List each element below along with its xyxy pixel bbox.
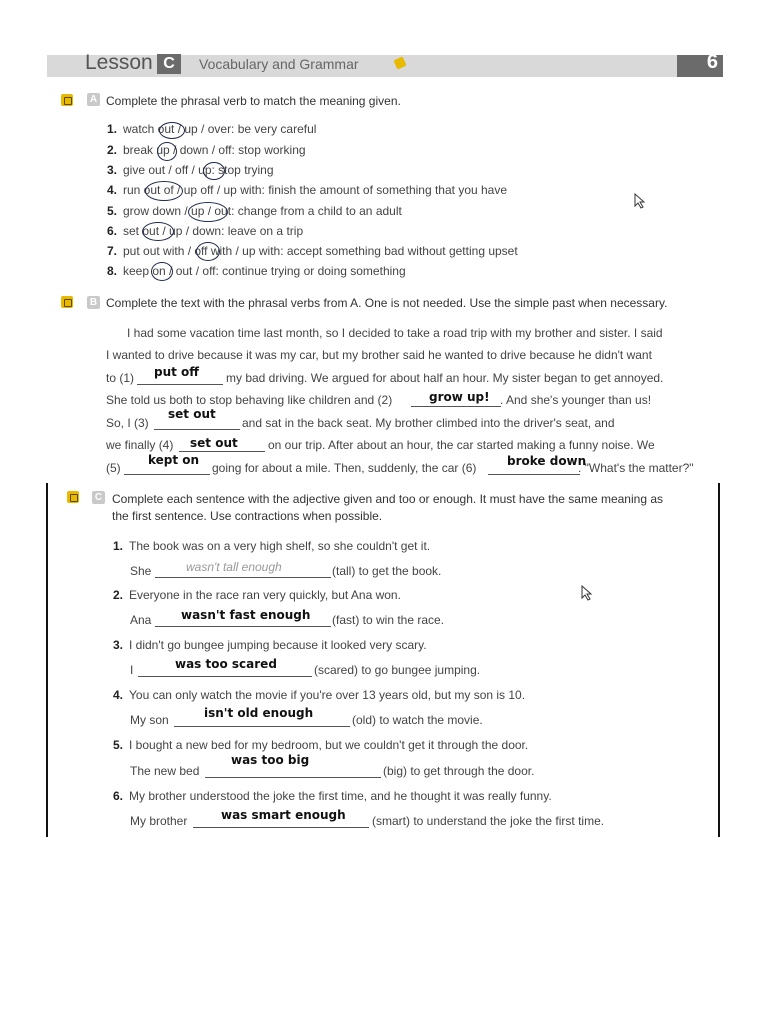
paragraph-line: (5) [106,461,121,475]
answer-blank [205,776,381,778]
paragraph-line: my bad driving. We argued for about half an hour. My sister began to get annoyed. [226,371,664,385]
question-item: 2. Everyone in the race ran very quickly, but Ana won. [113,588,401,602]
section-c-instruction: Complete each sentence with the adjective given and too or enough. It must have the same meaning as [112,492,664,506]
sentence-start: The new bed [130,764,200,778]
section-a-badge: A [87,93,100,106]
answer-4: set out [190,436,238,450]
lesson-label: Lesson [85,51,153,74]
paragraph-line: So, I (3) [106,416,149,430]
edit-icon [61,296,73,308]
question-item: 6. My brother understood the joke the first time, and he thought it was really funny. [113,789,552,803]
answer-circle [145,181,183,201]
answer-c2: wasn't fast enough [181,608,311,622]
sentence-end: (old) to watch the movie. [352,713,483,727]
question-item: 5. I bought a new bed for my bedroom, but we couldn't get it through the door. [113,738,529,752]
paragraph-line: I had some vacation time last month, so I decided to take a road trip with my brother and sister. I said [127,326,663,340]
section-c-badge: C [92,491,105,504]
list-item: 7. put out with / off with / up with: accept something bad without getting upset [107,244,518,258]
edit-icon [61,94,73,106]
answer-c3: was too scared [175,657,277,671]
sentence-end: (scared) to go bungee jumping. [314,663,481,677]
sentence-end: (tall) to get the book. [332,564,442,578]
paragraph-line: and sat in the back seat. My brother climbed into the driver's seat, and [242,416,615,430]
section-b-badge: B [87,296,100,309]
sentence-start: I [130,663,134,677]
list-item: 1. watch out / up / over: be very careful [107,122,317,136]
section-b-instruction: Complete the text with the phrasal verbs from A. One is not needed. Use the simple past when necessary. [106,296,668,310]
paragraph-line: . "What's the matter?" [578,461,694,475]
list-item: 8. keep on / out / off: continue trying or doing something [107,264,406,278]
sentence-end: (fast) to win the race. [332,613,445,627]
answer-circle [142,222,174,241]
answer-2: grow up! [429,390,490,404]
question-item: 3. I didn't go bungee jumping because it looked very scary. [113,638,427,652]
answer-6: broke down [507,454,587,468]
list-item: 4. run out of / up off / up with: finish the amount of something that you have [107,183,508,197]
pencil-icon [393,56,406,69]
paragraph-line: going for about a mile. Then, suddenly, the car (6) [212,461,477,475]
unit-tab [677,51,723,77]
edit-icon [67,491,79,503]
section-frame-right [718,483,720,837]
answer-blank [155,625,331,627]
answer-blank [124,473,210,475]
paragraph-line: to (1) [106,371,135,385]
mouse-cursor-icon [581,585,593,601]
answer-circle [159,122,185,139]
section-c-instruction-line2: the first sentence. Use contractions when possible. [112,509,383,523]
sentence-end: (smart) to understand the joke the first time. [372,814,605,828]
answer-c6: was smart enough [221,808,346,822]
lesson-letter: C [157,54,181,74]
answer-circle [151,262,173,281]
sentence-start: She [130,564,152,578]
paragraph-line: on our trip. After about an hour, the car started making a funny noise. We [268,438,655,452]
paragraph-line: . And she's younger than us! [500,393,652,407]
answer-blank [154,428,240,430]
answer-blank [488,473,580,475]
list-item: 6. set out / up / down: leave on a trip [107,224,304,238]
question-item: 4. You can only watch the movie if you're over 13 years old, but my son is 10. [113,688,526,702]
answer-1: put off [154,365,200,379]
answer-blank [174,725,350,727]
list-item: 3. give out / off / up: stop trying [107,163,274,177]
answer-5: kept on [148,453,200,467]
answer-blank [193,826,369,828]
lesson-header [47,51,723,77]
answer-circle [196,242,220,261]
sentence-end: (big) to get through the door. [383,764,535,778]
sentence-start: Ana [130,613,152,627]
paragraph-line: She told us both to stop behaving like children and (2) [106,393,393,407]
answer-blank [411,405,501,407]
list-item: 5. grow down / up / out: change from a child to an adult [107,204,402,218]
example-answer: wasn't tall enough [186,560,282,574]
list-item: 2. break up / down / off: stop working [107,143,306,157]
answer-blank [138,675,312,677]
unit-number: 6 [706,51,718,73]
answer-circle [188,202,228,222]
paragraph-line: I wanted to drive because it was my car, but my brother said he wanted to drive because he didn't want [106,348,652,362]
answer-blank [179,450,265,452]
section-frame-left [46,483,48,837]
answer-3: set out [168,407,216,421]
answer-blank [137,383,223,385]
question-item: 1. The book was on a very high shelf, so she couldn't get it. [113,539,431,553]
mouse-cursor-icon [634,193,646,209]
section-a-instruction: Complete the phrasal verb to match the meaning given. [106,94,401,108]
answer-circle [203,162,225,180]
answer-blank [155,576,331,578]
lesson-title: Vocabulary and Grammar [199,56,359,72]
answer-c5: was too big [231,753,310,767]
answer-c4: isn't old enough [204,706,314,720]
sentence-start: My son [130,713,169,727]
sentence-start: My brother [130,814,188,828]
answer-circle [157,142,177,161]
paragraph-line: we finally (4) [106,438,174,452]
